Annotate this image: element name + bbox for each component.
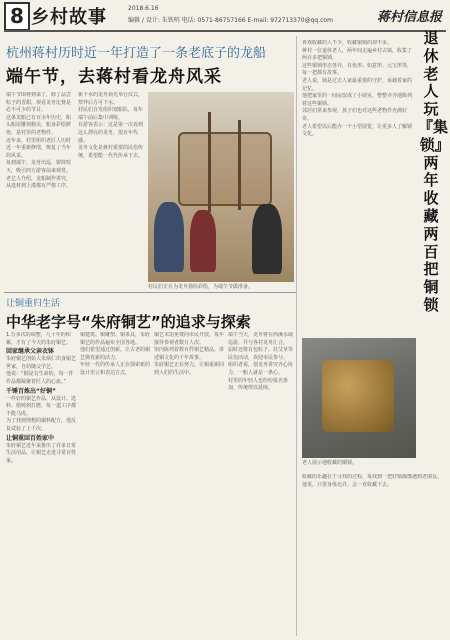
paragraph: 他把家里的一间房改成了小展室，整整齐齐地陈列着这些铜锁。 bbox=[302, 93, 413, 107]
article2-subtitle: 让铜重归生活 bbox=[6, 299, 61, 309]
boat-mast bbox=[238, 120, 241, 210]
paragraph: 他说：“铜是有生命的，每一件作品都凝聚着匠人的心血。” bbox=[6, 371, 74, 385]
person-figure bbox=[190, 210, 216, 272]
page-number: 8 bbox=[4, 2, 30, 31]
paragraph: 届时还将有包粽子、挂艾草等民俗活动，欢迎市民参与。 bbox=[228, 347, 294, 361]
paragraph: 收藏的乐趣在于寻找的过程，每找到一把好锁都像遇到老朋友。 bbox=[302, 474, 443, 480]
column-divider bbox=[296, 36, 297, 636]
copper-lock-photo bbox=[302, 338, 416, 458]
paragraph: 端午当天，龙舟将在西溪水域巡游，并与各村龙舟汇合。 bbox=[228, 332, 294, 346]
paragraph: 村里的年轻人也纷纷报名参加，传统得以延续。 bbox=[228, 377, 289, 392]
dragon-boat-photo bbox=[148, 92, 294, 282]
article1-subtitle: 杭州蒋村历时近一年打造了一条老底子的龙船 bbox=[6, 46, 267, 61]
person-figure bbox=[252, 204, 282, 274]
lock-icon bbox=[322, 360, 394, 432]
paragraph: 有游客表示：这是第一次看到这么漂亮的龙舟，很有年代感。 bbox=[78, 122, 144, 144]
boat-mast bbox=[208, 112, 211, 212]
paragraph: 近年来，村里组织老匠人历时近一年重新修缮，恢复了当年的风采。 bbox=[6, 137, 72, 159]
paragraph: 铜建筑、铜雕塑、铜茶具，朱府铜艺的作品遍布全国各地。 bbox=[80, 332, 150, 346]
sidebar-column-c bbox=[302, 474, 446, 634]
paragraph: 1.万多次的调整，几十年的积累，才有了今天的朱府铜艺。 bbox=[6, 332, 72, 346]
paragraph: 老人希望以后能办一个小型展览，让更多人了解锁文化。 bbox=[302, 123, 413, 138]
paragraph: 端午节即将到来了，除了品尝粽子的香甜，观看龙舟比赛是必不可少的节目。 bbox=[6, 92, 72, 114]
paragraph: 龙舟文化是蒋村重要的民俗传统，希望能一代代传承下去。 bbox=[78, 145, 144, 159]
article2-column-3 bbox=[154, 332, 224, 632]
sidebar-photo-caption: 老人展示他收藏的铜锁。 bbox=[302, 460, 358, 466]
paragraph: 老艺人介绍，龙船制作讲究，从选材到上漆都有严格工序。 bbox=[6, 175, 72, 190]
paragraph: 他说，只要身体允许，会一直收藏下去。 bbox=[302, 481, 393, 488]
article1-column-3 bbox=[228, 332, 294, 632]
section-rule bbox=[4, 292, 296, 293]
section-heading: 让铜重回百姓家中 bbox=[6, 434, 55, 442]
paragraph: 新下水的龙舟须先举行仪式，祭拜后方可下水。 bbox=[78, 92, 144, 106]
article2-column-1 bbox=[6, 332, 76, 632]
paragraph: 老人说，锁是过去人家最重要的守护，承载着家的记忆。 bbox=[302, 77, 413, 92]
article1-column-2 bbox=[78, 92, 144, 288]
paragraph: 每到端午，龙舟出巡，锣鼓喧天，吸引四方游客前来观赏。 bbox=[6, 160, 72, 174]
paragraph: 馆内陈列着数百件铜艺精品，讲述铜文化的千年故事。 bbox=[154, 347, 224, 361]
article2-column-2 bbox=[80, 332, 150, 632]
paragraph: 为了找到理想的铜料配方，他反复试验了上千次。 bbox=[6, 418, 76, 432]
article1-column-1 bbox=[6, 92, 74, 288]
paragraph: 村民们自发组织划船队，每年端午前后集中训练。 bbox=[78, 107, 144, 121]
paragraph: 一件好的铜艺作品，从设计、选料、熔铸到打磨，每一道工序都不能马虎。 bbox=[6, 395, 76, 417]
editor-contact: 编辑 / 设计: 朱铁明 电话: 0571-86757166 E-mail: 972713370@qq.com bbox=[128, 17, 333, 24]
paragraph: 这条龙船已有百余年历史，船头船尾雕刻精美，船身彩绘鲜艳，是村里的老物件。 bbox=[6, 114, 72, 136]
paragraph: 喜欢收藏的人不少，收藏铜锁的却不多。 bbox=[302, 40, 393, 46]
paragraph: 蒋村一位退休老人，两年间走遍乡村古镇，收集了两百多把铜锁。 bbox=[302, 47, 413, 62]
article1-title: 端午节，去蒋村看龙舟风采 bbox=[6, 67, 222, 87]
paragraph: 这些铜锁形态各异，有鱼形、如意形、元宝形等，每一把都有故事。 bbox=[302, 62, 413, 77]
section-name: 乡村故事 bbox=[31, 7, 107, 28]
header-rule bbox=[4, 30, 446, 32]
paragraph: 铜艺术馆免费向市民开放，每年接待参观者数万人次。 bbox=[154, 332, 224, 346]
page-header bbox=[0, 0, 450, 30]
person-figure bbox=[154, 202, 184, 272]
paragraph: 朱府铜艺近年来推出了许多日常生活用品，让铜艺走进寻常百姓家。 bbox=[6, 442, 76, 464]
sidebar-column-a bbox=[302, 40, 414, 332]
paragraph: 年轻一代的传承人正在探索新的设计语言和表达方式。 bbox=[80, 362, 150, 376]
issue-date: 2018.6.16 bbox=[128, 5, 159, 12]
section-heading: 回家继承父亲衣钵 bbox=[6, 348, 55, 356]
article2-title: 中华老字号“朱府铜艺”的追求与探索 bbox=[6, 313, 251, 331]
paragraph: 组织者说，划龙舟讲究齐心协力，一船人就是一条心。 bbox=[228, 362, 294, 376]
newspaper-logo: 蒋村信息报 bbox=[376, 10, 442, 25]
paragraph: 邻居们常来参观，孩子们也对这些老物件充满好奇。 bbox=[302, 108, 408, 122]
photo-caption: 村民们正在为龙舟描绘彩绘，为端午节做准备。 bbox=[148, 284, 254, 290]
paragraph: 朱府铜艺正在努力，让铜重新回到人们的生活中。 bbox=[154, 362, 224, 376]
paragraph: 朱府铜艺创始人朱炳仁出身铜艺世家，自幼随父学艺。 bbox=[6, 356, 76, 370]
section-heading: 千锤百炼出“好铜” bbox=[6, 387, 56, 395]
dragon-boat-shape bbox=[178, 132, 272, 206]
paragraph: 他们希望通过创新，让古老的铜艺焕发新的活力。 bbox=[80, 347, 150, 361]
sidebar-title: 退休老人玩『集锁』两年收藏两百把铜锁 bbox=[418, 29, 449, 314]
